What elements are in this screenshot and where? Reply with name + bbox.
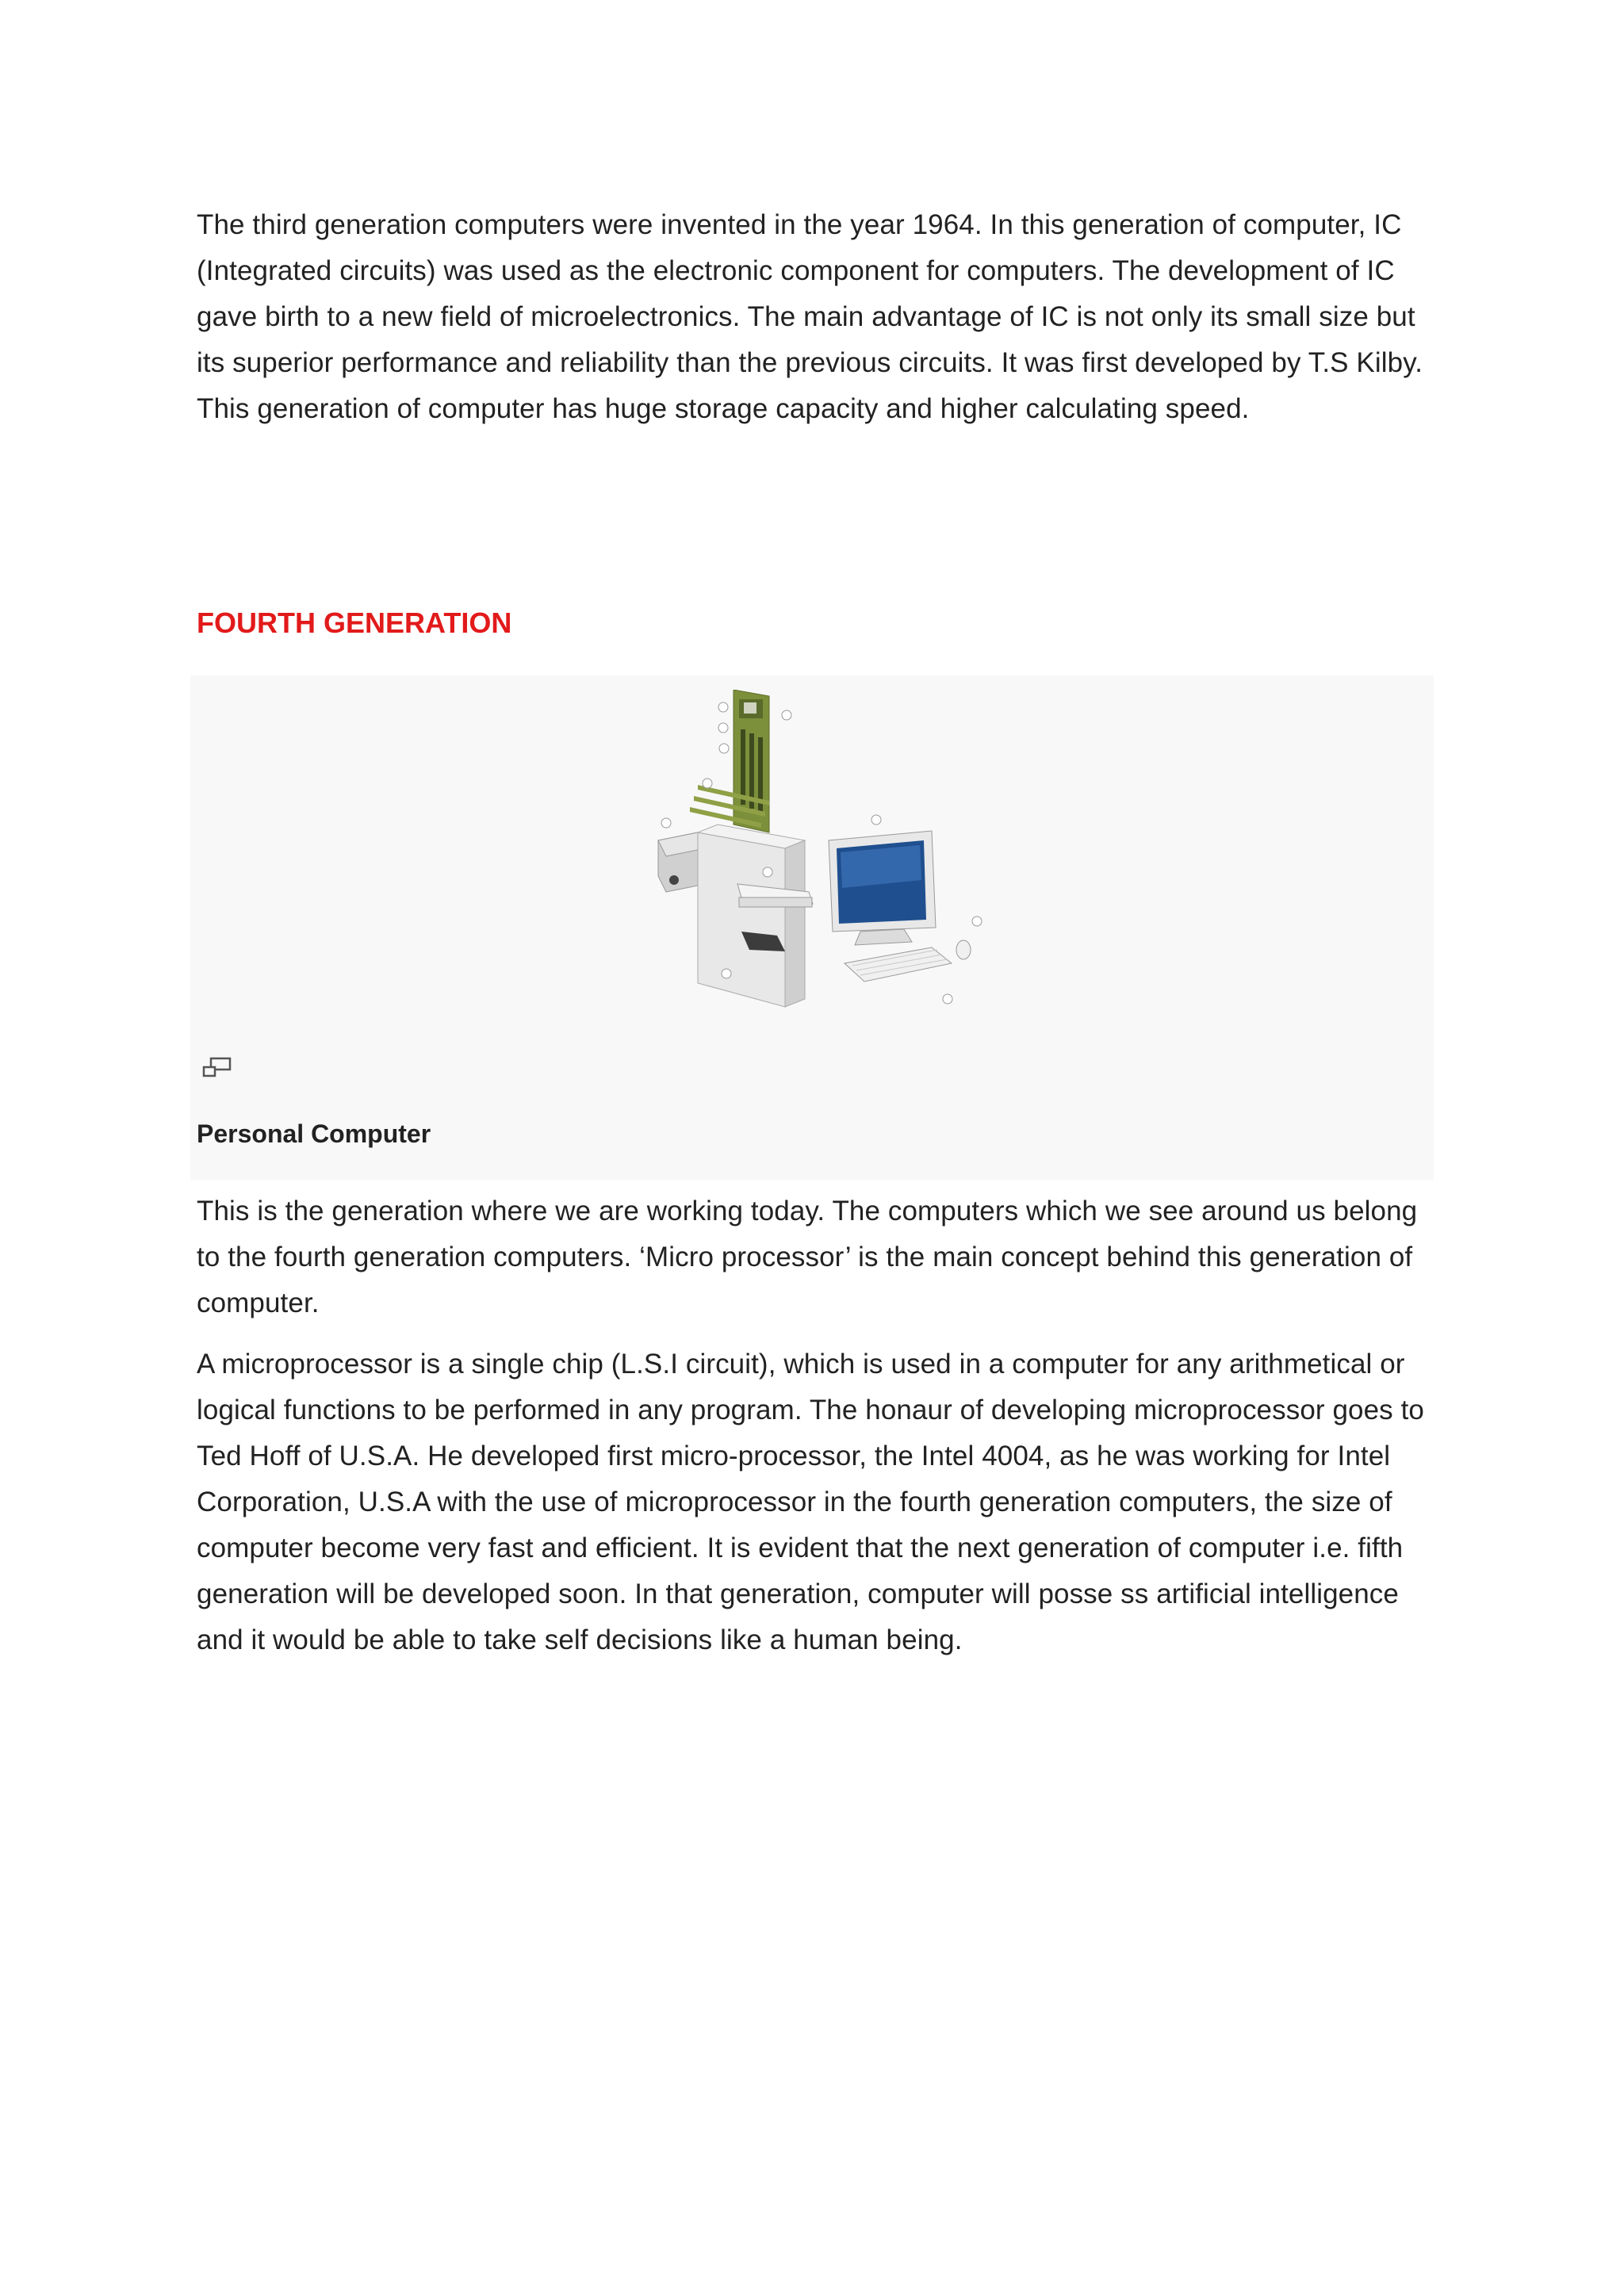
fourth-generation-paragraph-2: A microprocessor is a single chip (L.S.I circuit), which is used in a computer for any arithmetical or logical functions to be performed in any program. The honaur of developing microprocessor goes to Ted Hoff of U.S.A. He developed first micro-processor, the Intel 4004, as he was working for Intel Corporation, U.S.A with the use of microprocessor in the fourth generation computers, the size of computer become very fast and efficient. It is evident that the next generation of computer i.e. fifth generation will be developed soon. In that generation, computer will posse ss artificial intelligence and it would be able to take self decisions like a human being.: [197, 1349, 1424, 1655]
figure-caption: Personal Computer: [197, 1119, 431, 1148]
fourth-generation-heading: FOURTH GENERATION: [197, 607, 512, 639]
fourth-generation-paragraph-1: This is the generation where we are working today. The computers which we see around us belong to the fourth generation computers. ‘Micro processor’ is the main concept behind this generation of computer.: [197, 1196, 1418, 1318]
image-resize-icon: [201, 1056, 234, 1080]
figure-box: [190, 675, 1434, 1180]
third-generation-paragraph: The third generation computers were invented in the year 1964. In this generation of computer, IC (Integrated circuits) was used as the electronic component for computers. The development of IC gave birth to a new field of microelectronics. The main advantage of IC is not only its small size but its superior performance and reliability than the previous circuits. It was first developed by T.S Kilby. This generation of computer has huge storage capacity and higher calculating speed.: [197, 209, 1423, 424]
personal-computer-illustration: [650, 690, 1015, 1015]
